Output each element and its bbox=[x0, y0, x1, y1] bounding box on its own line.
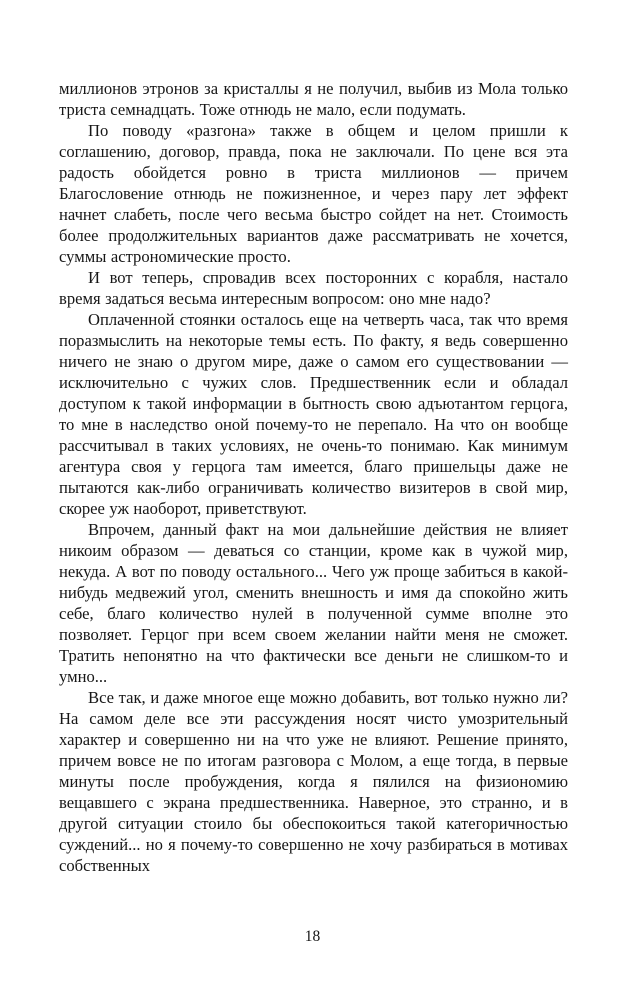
paragraph-continuation: миллионов этронов за кристаллы я не получил, выбив из Мола только триста семнадцать. Тоже отнюдь не мало, если подумать. bbox=[59, 79, 568, 119]
paragraph: Все так, и даже многое еще можно добавить, вот только нужно ли? На самом деле все эти рассуждения носят чисто умозрительный характер и совершенно ни на что уже не влияют. Решение принято, причем вовсе не по итогам разговора с Молом, а еще тогда, в первые минуты после пробуждения, когда я пялился на физиономию вещавшего с экрана предшественника. Наверное, это странно, и в другой ситуации стоило бы обеспокоиться такой категоричностью суждений... но я почему-то совершенно не хочу разбираться в мотивах собственных bbox=[59, 688, 568, 875]
paragraph: Впрочем, данный факт на мои дальнейшие действия не влияет никоим образом — деваться со станции, кроме как в чужой мир, некуда. А вот по поводу остального... Чего уж проще забиться в какой-нибудь медвежий угол, сменить внешность и имя да спокойно жить себе, благо количество нулей в полученной сумме вполне это позволяет. Герцог при всем своем желании найти меня не сможет. Тратить непонятно на что фактически все деньги не слишком-то и умно... bbox=[59, 520, 568, 686]
paragraph: Оплаченной стоянки осталось еще на четверть часа, так что время поразмыслить на некоторые темы есть. По факту, я ведь совершенно ничего не знаю о другом мире, даже о самом его существовании — исключительно с чужих слов. Предшественник если и обладал доступом к такой информации в бытность свою адъютантом герцога, то мне в наследство оной почему-то не перепало. На что он вообще рассчитывал в таких условиях, не очень-то понимаю. Как минимум агентура своя у герцога там имеется, благо пришельцы даже не пытаются как-либо ограничивать количество визитеров в свой мир, скорее уж наоборот, приветствуют. bbox=[59, 310, 568, 518]
text-block bbox=[59, 78, 568, 876]
page-number: 18 bbox=[304, 928, 321, 945]
paragraph: По поводу «разгона» также в общем и целом пришли к соглашению, договор, правда, пока не заключали. По цене вся эта радость обойдется ровно в триста миллионов — причем Благословение отнюдь не пожизненное, и через пару лет эффект начнет слабеть, после чего весьма быстро сойдет на нет. Стоимость более продолжительных вариантов даже рассматривать не хочется, суммы астрономические просто. bbox=[59, 121, 568, 266]
paragraph: И вот теперь, спровадив всех посторонних с корабля, настало время задаться весьма интересным вопросом: оно мне надо? bbox=[59, 268, 568, 308]
